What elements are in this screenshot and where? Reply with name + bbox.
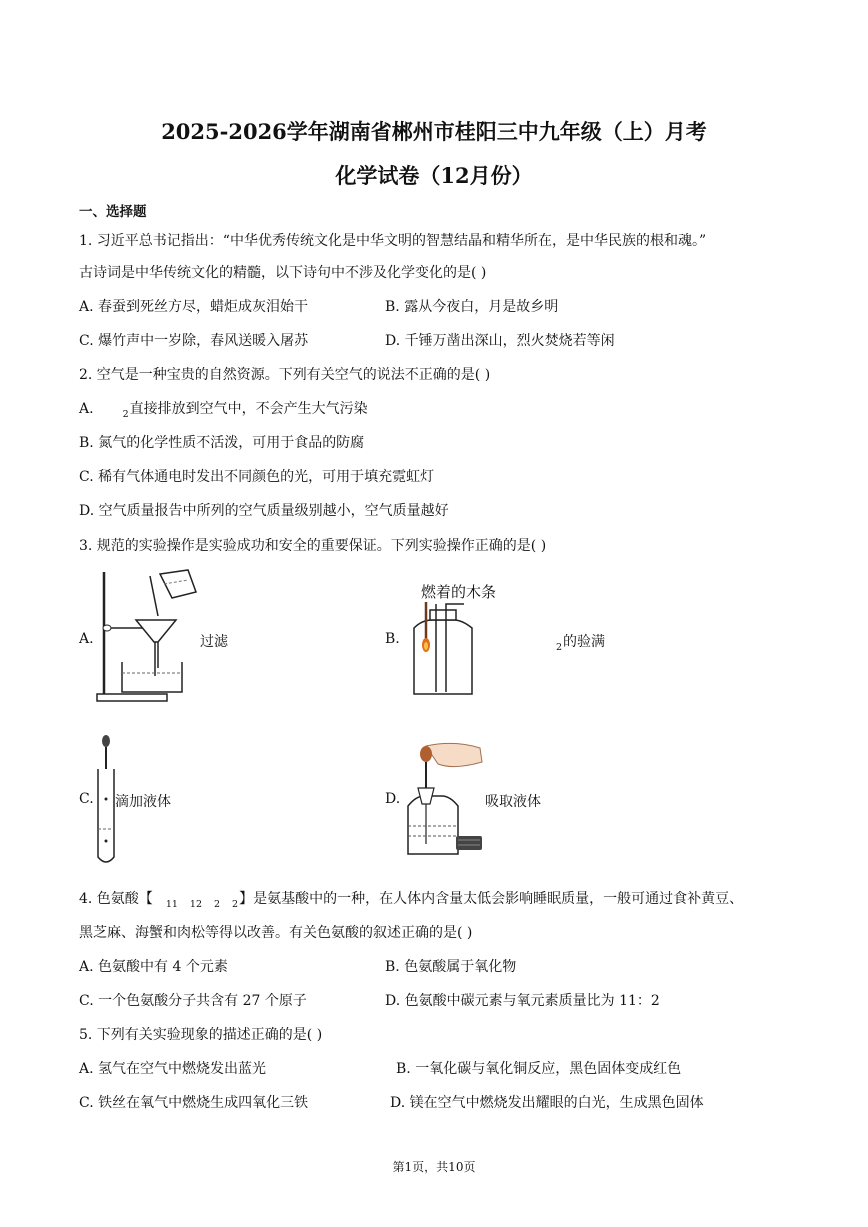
q4-subscript-3: 2 (214, 899, 221, 910)
q4-option-d: D. 色氨酸中碳元素与氧元素质量比为 11：2 (385, 993, 660, 1009)
q4-option-a: A. 色氨酸中有 4 个元素 (79, 959, 228, 975)
q1-stem-line2: 古诗词是中华传统文化的精髓，以下诗句中不涉及化学变化的是( ) (79, 265, 487, 281)
q1-option-a: A. 春蚕到死丝方尽，蜡炬成灰泪始干 (79, 299, 309, 315)
q4-stem-line2: 黑芝麻、海蟹和肉松等得以改善。有关色氨酸的叙述正确的是( ) (79, 925, 473, 941)
exam-subtitle: 化学试卷（12月份） (335, 163, 533, 188)
q4-option-b: B. 色氨酸属于氧化物 (385, 959, 517, 975)
q2-stem: 2. 空气是一种宝贵的自然资源。下列有关空气的说法不正确的是( ) (79, 367, 491, 383)
q2-option-a (79, 398, 368, 418)
q3-option-b-suffix: 的验满 (563, 634, 606, 650)
pipette-bottle-figure (404, 740, 496, 860)
q3-option-d-text: 吸取液体 (485, 794, 541, 810)
q4-subscript-1: 11 (165, 899, 178, 910)
q4-option-c: C. 一个色氨酸分子共含有 27 个原子 (79, 993, 307, 1009)
q3-option-a-label: A. (79, 631, 94, 647)
page-footer: 第1页，共10页 (392, 1160, 476, 1174)
q1-option-b: B. 露从今夜白，月是故乡明 (385, 299, 559, 315)
q5-option-d: D. 镁在空气中燃烧发出耀眼的白光，生成黑色固体 (390, 1095, 704, 1111)
q2-option-a-text: 直接排放到空气中，不会产生大气污染 (129, 401, 368, 417)
q3-option-d-label: D. (385, 791, 401, 807)
q1-option-d: D. 千锤万凿出深山，烈火焚烧若等闲 (385, 333, 615, 349)
q1-option-c: C. 爆竹声中一岁除，春风送暖入屠苏 (79, 333, 309, 349)
filtration-apparatus-figure (92, 568, 202, 708)
exam-title: 2025-2026学年湖南省郴州市桂阳三中九年级（上）月考 (161, 119, 707, 144)
q2-option-c: C. 稀有气体通电时发出不同颜色的光，可用于填充霓虹灯 (79, 469, 435, 485)
section-heading: 一、选择题 (79, 204, 147, 220)
q2-option-b: B. 氮气的化学性质不活泼，可用于食品的防腐 (79, 435, 365, 451)
q5-stem: 5. 下列有关实验现象的描述正确的是( ) (79, 1027, 323, 1043)
q3-option-b-label: B. (385, 631, 400, 647)
q1-stem-line1: 1. 习近平总书记指出：“中华优秀传统文化是中华文明的智慧结晶和精华所在，是中华民族的根和魂。” (79, 233, 707, 249)
q4-subscript-4: 2 (232, 899, 239, 910)
q3-option-c-text: 滴加液体 (115, 794, 171, 810)
q5-option-c: C. 铁丝在氧气中燃烧生成四氧化三铁 (79, 1095, 309, 1111)
q3-option-b-subscript: 2 (556, 642, 563, 653)
q4-subscript-2: 12 (189, 899, 202, 910)
q2-option-d: D. 空气质量报告中所列的空气质量级别越小，空气质量越好 (79, 503, 449, 519)
q3-option-c-label: C. (79, 791, 94, 807)
burning-stick-caption: 燃着的木条 (421, 583, 497, 601)
q2-option-a-prefix: A. (79, 401, 94, 417)
q3-option-b-text (555, 631, 605, 651)
q4-stem-line1 (79, 888, 743, 908)
q3-option-a-text: 过滤 (200, 634, 228, 650)
q3-stem: 3. 规范的实验操作是实验成功和安全的重要保证。下列实验操作正确的是( ) (79, 538, 547, 554)
q4-stem-start: 4. 色氨酸【 (79, 891, 153, 907)
q2-option-a-subscript: 2 (122, 409, 129, 420)
q5-option-b: B. 一氧化碳与氧化铜反应，黑色固体变成红色 (396, 1061, 682, 1077)
gas-bottle-figure (404, 600, 494, 700)
q5-option-a: A. 氢气在空气中燃烧发出蓝光 (79, 1061, 267, 1077)
q4-stem-end: 】是氨基酸中的一种，在人体内含量太低会影响睡眠质量，一般可通过食补黄豆、 (239, 891, 744, 907)
